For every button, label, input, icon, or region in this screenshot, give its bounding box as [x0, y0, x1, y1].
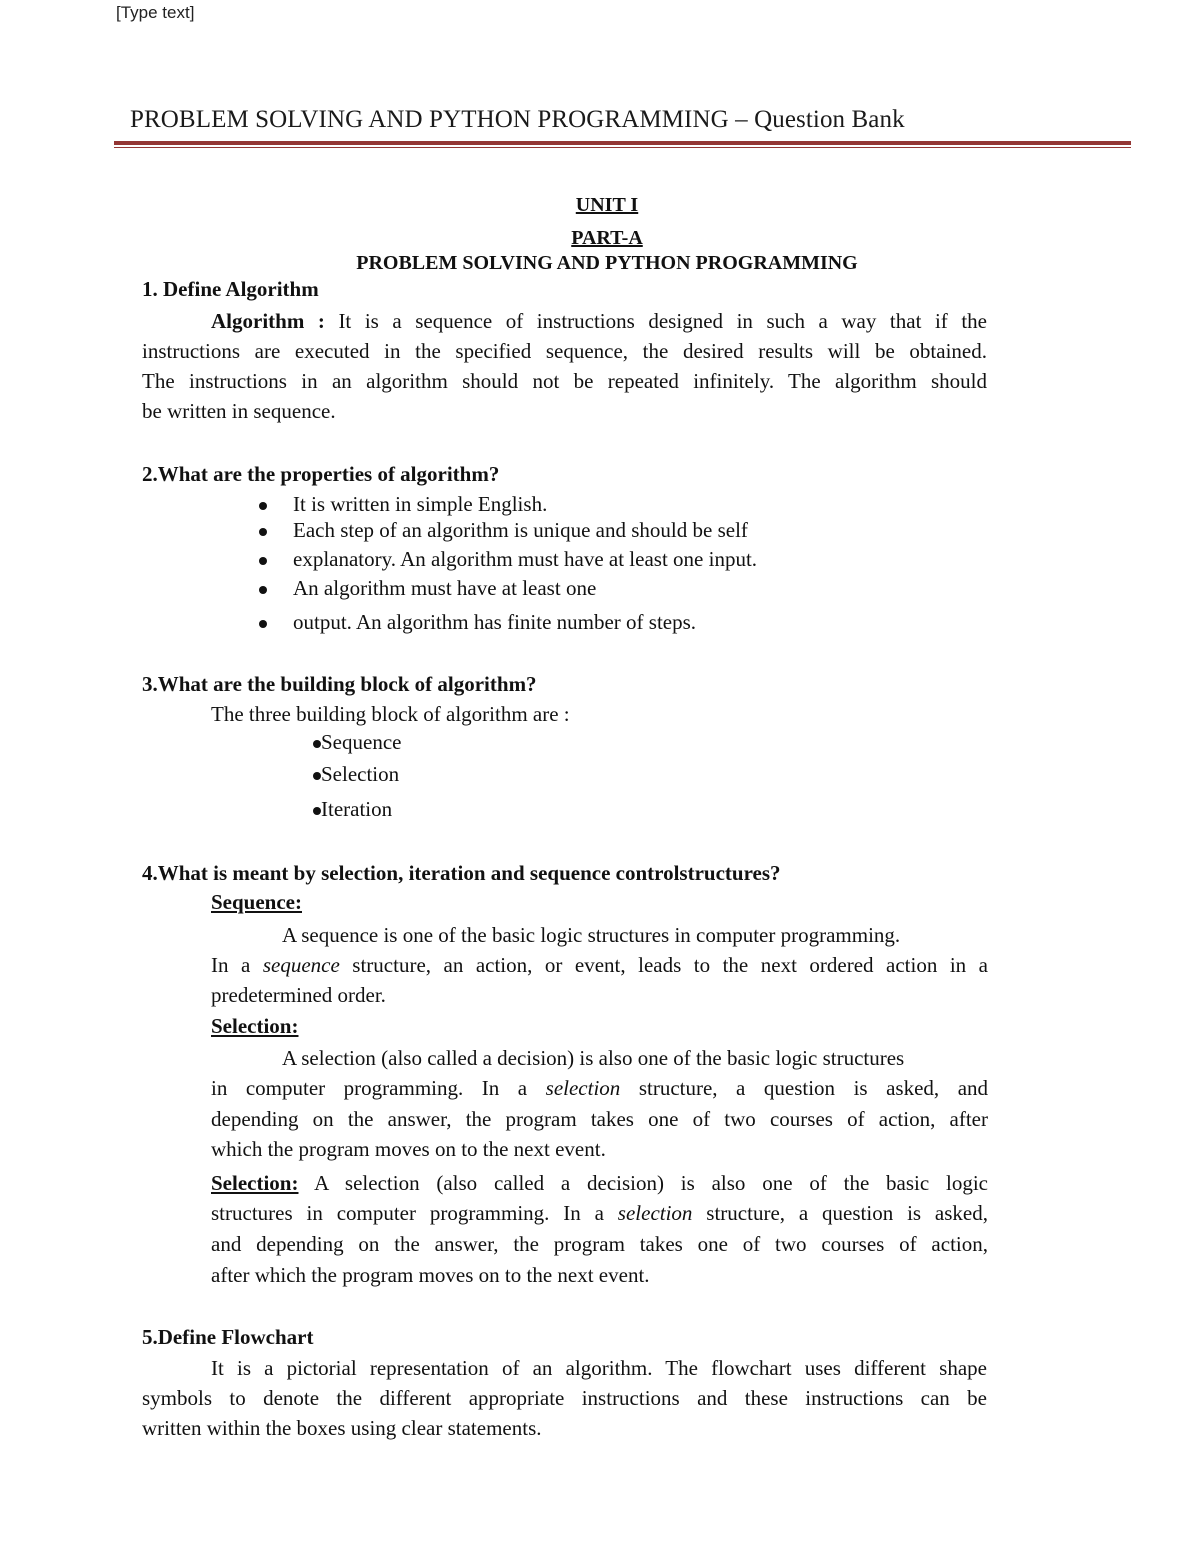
- title-rule-thick: [114, 141, 1131, 145]
- bullet-icon: [259, 502, 267, 510]
- q2-item-text: output. An algorithm has finite number of steps.: [293, 610, 697, 634]
- bullet-icon: [259, 620, 267, 628]
- unit-heading: UNIT I: [575, 194, 639, 216]
- q3-bullet-1: [313, 730, 401, 755]
- sel2-line-2-em: selection: [617, 1201, 693, 1225]
- bullet-icon: [313, 772, 321, 780]
- q2-bullet-3: [259, 547, 757, 572]
- selection-label: Selection:: [211, 1014, 299, 1038]
- q3-heading: 3.What are the building block of algorithm?: [142, 672, 537, 696]
- bullet-icon: [313, 740, 321, 748]
- part-heading: PART-A: [571, 227, 643, 249]
- sel2-line-2: [211, 1203, 988, 1224]
- q1-line-2: instructions are executed in the specified sequence, the desired results will be obtained.: [142, 339, 987, 363]
- subject-heading: PROBLEM SOLVING AND PYTHON PROGRAMMING: [356, 252, 858, 274]
- seq-line-1: A sequence is one of the basic logic structures in computer programming.: [282, 923, 901, 947]
- sel2-line-1-text: A selection (also called a decision) is also one of the basic logic: [314, 1171, 988, 1195]
- q3-bullet-3: [313, 797, 392, 822]
- q2-bullet-1: [259, 492, 547, 517]
- header-placeholder-text: [Type text]: [116, 3, 195, 22]
- selection2-label: Selection:: [211, 1171, 299, 1195]
- sel-line-2-em: selection: [545, 1076, 621, 1100]
- q2-item-text: explanatory. An algorithm must have at least one input.: [293, 547, 758, 571]
- q3-bullet-2: [313, 762, 399, 787]
- q1-line-1: [142, 311, 987, 332]
- q5-line-2: symbols to denote the different appropriate instructions and these instructions can be: [142, 1386, 987, 1410]
- q1-line-1-text: It is a sequence of instructions designed in such a way that if the: [338, 309, 987, 333]
- seq-line-2-a: In a: [211, 953, 251, 977]
- q1-line-4: be written in sequence.: [142, 399, 336, 423]
- sel-line-2: [211, 1078, 988, 1099]
- sel-line-1: A selection (also called a decision) is also one of the basic logic structures: [282, 1046, 905, 1070]
- sel-line-2-a: in computer programming. In a: [211, 1076, 528, 1100]
- bullet-icon: [259, 557, 267, 565]
- seq-line-3: predetermined order.: [211, 983, 386, 1007]
- sel2-line-2-b: structure, a question is asked,: [706, 1201, 988, 1225]
- q3-intro: The three building block of algorithm are :: [211, 702, 570, 726]
- seq-line-2-em: sequence: [262, 953, 340, 977]
- q2-bullet-2: [259, 518, 748, 543]
- sel2-line-2-a: structures in computer programming. In a: [211, 1201, 604, 1225]
- q1-line-3: The instructions in an algorithm should not be repeated infinitely. The algorithm should: [142, 369, 987, 393]
- q5-line-3: written within the boxes using clear statements.: [142, 1416, 542, 1440]
- q5-heading: 5.Define Flowchart: [142, 1325, 314, 1349]
- q5-line-1: It is a pictorial representation of an algorithm. The flowchart uses different shape: [211, 1356, 987, 1380]
- sel2-line-3: and depending on the answer, the program takes one of two courses of action,: [211, 1232, 988, 1256]
- seq-line-2: [211, 955, 988, 976]
- sel-line-3: depending on the answer, the program takes one of two courses of action, after: [211, 1107, 988, 1131]
- algorithm-term: Algorithm :: [211, 309, 325, 333]
- sel-line-2-b: structure, a question is asked, and: [638, 1076, 989, 1100]
- sequence-label: Sequence:: [211, 890, 302, 914]
- document-title: PROBLEM SOLVING AND PYTHON PROGRAMMING – Question Bank: [130, 106, 905, 133]
- q3-item-text: Sequence: [321, 730, 402, 754]
- seq-line-2-b: structure, an action, or event, leads to the next ordered action in a: [352, 953, 988, 977]
- q3-item-text: Selection: [321, 762, 400, 786]
- bullet-icon: [259, 586, 267, 594]
- bullet-icon: [259, 528, 267, 536]
- q1-heading: 1. Define Algorithm: [142, 277, 319, 301]
- q2-heading: 2.What are the properties of algorithm?: [142, 462, 500, 486]
- sel2-line-4: after which the program moves on to the next event.: [211, 1263, 650, 1287]
- q2-item-text: Each step of an algorithm is unique and should be self: [293, 518, 748, 542]
- bullet-icon: [313, 807, 321, 815]
- title-rule-thin: [114, 147, 1131, 148]
- q2-item-text: It is written in simple English.: [293, 492, 548, 516]
- q2-bullet-5: [259, 610, 696, 635]
- q3-item-text: Iteration: [321, 797, 393, 821]
- q4-heading: 4.What is meant by selection, iteration and sequence controlstructures?: [142, 861, 781, 885]
- q2-bullet-4: [259, 576, 596, 601]
- sel2-line-1: [211, 1173, 988, 1194]
- q2-item-text: An algorithm must have at least one: [293, 576, 597, 600]
- sel-line-4: which the program moves on to the next event.: [211, 1137, 606, 1161]
